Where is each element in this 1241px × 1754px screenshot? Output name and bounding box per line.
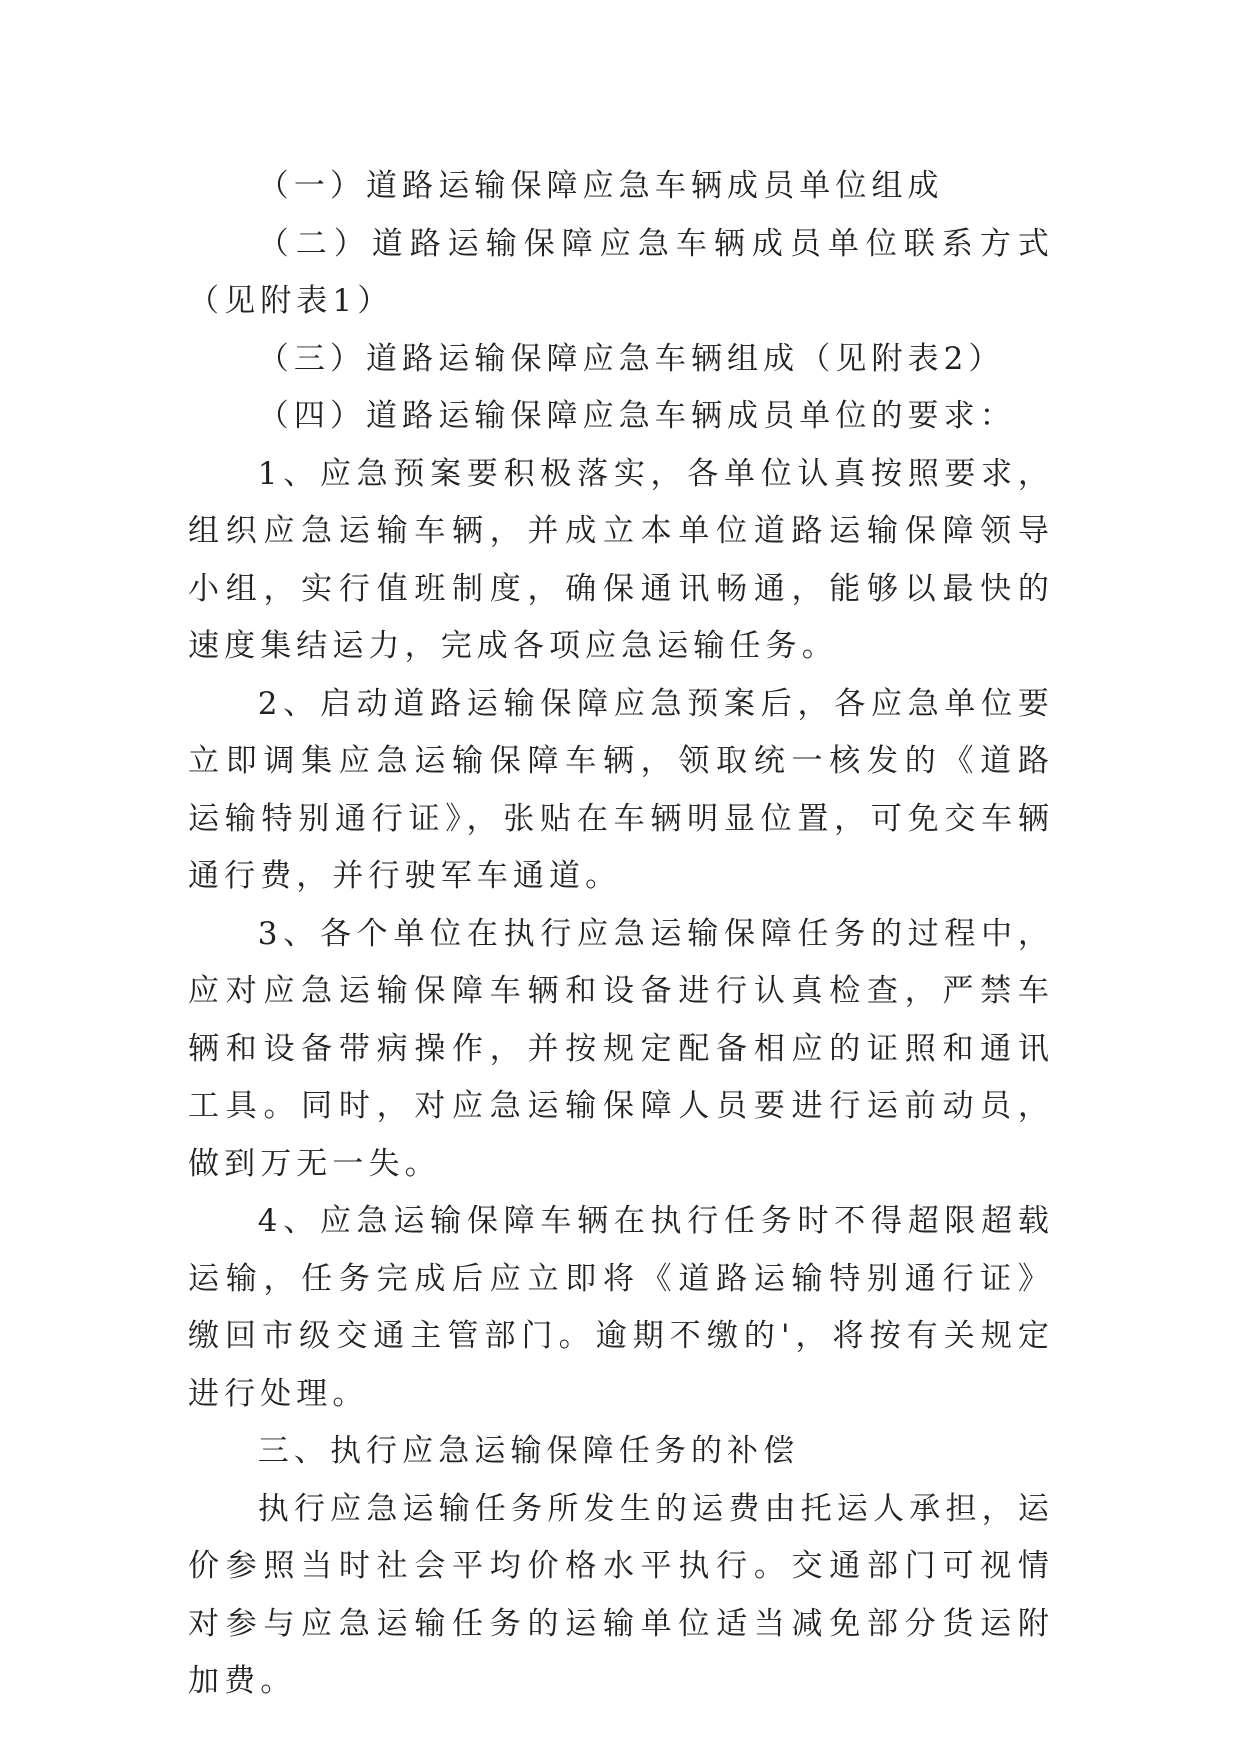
paragraph-section-3: （三）道路运输保障应急车辆组成（见附表2） — [257, 340, 1005, 377]
paragraph-section-4: （四）道路运输保障应急车辆成员单位的要求： — [257, 398, 1016, 434]
paragraph-requirement-2: 2、启动道路运输保障应急预案后，各应急单位要立即调集应急运输保障车辆，领取统一核发的《道路运输特别通行证》，张贴在车辆明显位置，可免交车辆通行费，并行驶军车通道。 — [188, 685, 1054, 894]
section-heading-compensation: 三、执行应急运输保障任务的补偿 — [257, 1433, 800, 1469]
paragraph-section-2: （二）道路运输保障应急车辆成员单位联系方式（见附表1） — [188, 225, 1054, 319]
document-body — [188, 158, 1054, 1711]
paragraph-compensation: 执行应急运输任务所发生的运费由托运人承担，运价参照当时社会平均价格水平执行。交通部门可视情对参与应急运输任务的运输单位适当减免部分货运附加费。 — [188, 1490, 1054, 1699]
paragraph-section-1: （一）道路运输保障应急车辆成员单位组成 — [257, 168, 944, 204]
paragraph-requirement-1: 1、应急预案要积极落实，各单位认真按照要求，组织应急运输车辆，并成立本单位道路运输保障领导小组，实行值班制度，确保通讯畅通，能够以最快的速度集结运力，完成各项应急运输任务。 — [188, 455, 1054, 664]
paragraph-requirement-3: 3、各个单位在执行应急运输保障任务的过程中，应对应急运输保障车辆和设备进行认真检查，严禁车辆和设备带病操作，并按规定配备相应的证照和通讯工具。同时，对应急运输保障人员要进行运前动员，做到万无一失。 — [188, 915, 1054, 1182]
paragraph-requirement-4: 4、应急运输保障车辆在执行任务时不得超限超载运输，任务完成后应立即将《道路运输特别通行证》缴回市级交通主管部门。逾期不缴的'，将按有关规定进行处理。 — [188, 1203, 1054, 1412]
